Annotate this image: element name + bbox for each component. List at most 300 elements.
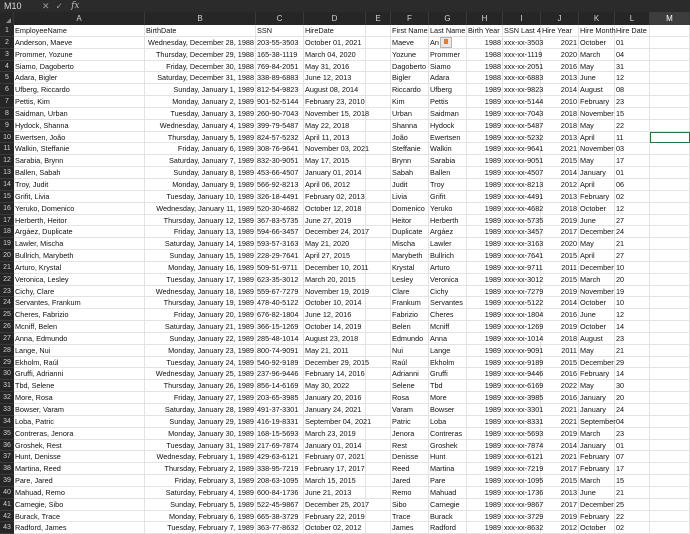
cell[interactable]: xxx-xx-5487: [504, 120, 544, 130]
cell[interactable]: 30: [615, 380, 650, 392]
column-header-b[interactable]: B: [145, 12, 256, 25]
row-header[interactable]: 1: [0, 25, 14, 37]
cell[interactable]: Denisse: [391, 451, 429, 463]
cell[interactable]: Mcniff, Belen: [14, 321, 145, 333]
paste-options-icon[interactable]: [440, 37, 452, 48]
cell[interactable]: Walkin, Steffanie: [14, 143, 145, 155]
cell[interactable]: Pare: [429, 475, 467, 487]
cell[interactable]: 02: [615, 522, 650, 534]
cell[interactable]: xxx-xx-7219: [504, 464, 544, 474]
cell[interactable]: Arturo: [429, 262, 467, 274]
cell[interactable]: [650, 511, 690, 523]
cell[interactable]: [366, 416, 391, 428]
cell[interactable]: [650, 120, 690, 132]
cell[interactable]: 1989: [467, 451, 503, 463]
cell[interactable]: 600-84-1736: [256, 487, 304, 499]
cell[interactable]: Friday, January 27, 1989: [145, 392, 256, 404]
column-header-c[interactable]: C: [256, 12, 304, 25]
cell[interactable]: 1989: [467, 203, 503, 215]
cell[interactable]: April 27, 2015: [304, 250, 366, 262]
cell[interactable]: Tbd, Selene: [14, 380, 145, 392]
cell[interactable]: xxx-xx-3301: [504, 405, 544, 414]
cell[interactable]: [650, 309, 690, 321]
cell[interactable]: 2019: [541, 511, 579, 523]
cell[interactable]: 07: [615, 451, 650, 463]
cell[interactable]: 1989: [467, 333, 503, 345]
row-header[interactable]: 41: [0, 499, 14, 511]
cell[interactable]: 1989: [467, 511, 503, 523]
cell[interactable]: Mischa: [391, 238, 429, 250]
cell[interactable]: 2014: [541, 84, 579, 96]
cell[interactable]: January: [579, 392, 615, 404]
cell[interactable]: Sunday, January 8, 1989: [145, 167, 256, 179]
cell[interactable]: Prommer: [429, 49, 467, 61]
column-header-d[interactable]: D: [304, 12, 366, 25]
cell[interactable]: 478-40-5122: [256, 297, 304, 309]
cell[interactable]: 566-92-8213: [256, 179, 304, 191]
cell[interactable]: Tuesday, January 17, 1989: [145, 274, 256, 286]
cell[interactable]: xxx-xx-5122: [504, 298, 544, 308]
cell[interactable]: November: [580, 108, 614, 118]
cell[interactable]: Rest: [391, 440, 429, 452]
cell[interactable]: [650, 37, 690, 49]
cell[interactable]: [366, 333, 391, 345]
cell[interactable]: Loba, Patric: [14, 416, 145, 428]
cell[interactable]: November 15, 2018: [305, 108, 370, 118]
cell[interactable]: 168-15-5693: [256, 428, 304, 440]
cell[interactable]: [650, 226, 690, 238]
cell[interactable]: xxx-xx-6121: [504, 452, 544, 462]
row-header[interactable]: 15: [0, 191, 14, 203]
cell[interactable]: 285-48-1014: [256, 333, 304, 345]
cell[interactable]: Lange: [429, 345, 467, 357]
cell[interactable]: Cheres, Fabrizio: [14, 309, 145, 321]
cell[interactable]: 165-38-1119: [256, 49, 304, 61]
cell[interactable]: [650, 215, 690, 227]
cell[interactable]: xxx-xx-2051: [504, 61, 544, 71]
cell[interactable]: 520-30-4682: [256, 203, 304, 215]
cell[interactable]: Friday, January 13, 1989: [145, 226, 256, 238]
cell[interactable]: December: [580, 227, 614, 237]
cell[interactable]: October 12, 2018: [304, 203, 366, 215]
cell[interactable]: [366, 392, 391, 404]
cell[interactable]: [650, 250, 690, 262]
cell[interactable]: Jared: [391, 475, 429, 487]
cell[interactable]: Gruffi: [429, 368, 467, 380]
row-header[interactable]: 8: [0, 108, 14, 120]
cell[interactable]: [650, 274, 690, 286]
row-header[interactable]: 28: [0, 345, 14, 357]
cell[interactable]: Lange, Nui: [14, 345, 145, 357]
cell[interactable]: February 14, 2016: [305, 369, 365, 379]
cell[interactable]: October: [579, 297, 615, 309]
cell[interactable]: [650, 463, 690, 475]
cell[interactable]: 1989: [467, 416, 503, 428]
cell[interactable]: December: [580, 499, 614, 509]
cell[interactable]: xxx-xx-3457: [504, 227, 544, 237]
column-header-l[interactable]: L: [615, 12, 650, 25]
cell[interactable]: 509-51-9711: [256, 262, 304, 274]
cell[interactable]: Servantes, Frankum: [14, 297, 145, 309]
cell[interactable]: Thursday, January 12, 1989: [145, 215, 256, 227]
cell[interactable]: 1989: [467, 167, 503, 179]
cell[interactable]: Clare: [391, 286, 429, 298]
cell[interactable]: Frankum: [391, 297, 429, 309]
cell[interactable]: [650, 416, 690, 428]
cell[interactable]: 1989: [467, 487, 503, 499]
cell[interactable]: June: [579, 487, 615, 499]
cell[interactable]: 1989: [467, 404, 503, 416]
cell[interactable]: 363-77-8632: [256, 522, 304, 534]
cell[interactable]: April 11, 2013: [304, 132, 366, 144]
cell[interactable]: Dagoberto: [391, 61, 429, 73]
cell[interactable]: 1989: [467, 84, 503, 96]
cell[interactable]: 14: [615, 321, 650, 333]
cell[interactable]: [366, 321, 391, 333]
cell[interactable]: 21: [615, 487, 650, 499]
cell[interactable]: [366, 428, 391, 440]
cell[interactable]: 12: [615, 203, 650, 215]
cell[interactable]: Thursday, December 29, 1988: [145, 49, 256, 61]
cell[interactable]: Veronica, Lesley: [14, 274, 145, 286]
cell[interactable]: Thursday, January 26, 1989: [145, 380, 256, 392]
cell[interactable]: 2013: [541, 132, 579, 144]
cell[interactable]: xxx-xx-9051: [504, 156, 544, 166]
cell[interactable]: August 08, 2014: [304, 84, 366, 96]
cell[interactable]: [366, 286, 391, 298]
cell[interactable]: 04: [615, 49, 650, 61]
cell[interactable]: Urban: [391, 108, 429, 120]
cell[interactable]: 2011: [541, 262, 579, 274]
cell[interactable]: Herberth: [429, 215, 467, 227]
cell[interactable]: Monday, February 6, 1989: [145, 511, 256, 523]
cell[interactable]: March: [579, 428, 615, 440]
cell[interactable]: Pettis, Kim: [14, 96, 145, 108]
cell[interactable]: April 06, 2012: [304, 179, 366, 191]
cell[interactable]: 2019: [541, 215, 579, 227]
cell[interactable]: 2013: [541, 191, 579, 203]
header-cell[interactable]: Hire Date: [615, 25, 650, 37]
cell[interactable]: 2016: [541, 61, 579, 73]
cell[interactable]: April: [579, 179, 615, 191]
cell[interactable]: Judit: [391, 179, 429, 191]
cell[interactable]: [650, 262, 690, 274]
cell[interactable]: 1989: [467, 428, 503, 440]
cell[interactable]: 19: [615, 286, 650, 298]
cell[interactable]: [366, 345, 391, 357]
cell[interactable]: Carnegie, Sibo: [14, 499, 145, 511]
cell[interactable]: [650, 167, 690, 179]
cell[interactable]: xxx-xx-9867: [504, 499, 544, 509]
column-header-k[interactable]: K: [579, 12, 615, 25]
cell[interactable]: Sunday, January 15, 1989: [145, 250, 256, 262]
cell[interactable]: [650, 440, 690, 452]
cell[interactable]: João: [391, 132, 429, 144]
cell[interactable]: October: [579, 522, 615, 534]
row-header[interactable]: 13: [0, 167, 14, 179]
cell[interactable]: xxx-xx-3012: [504, 274, 544, 284]
cell[interactable]: October 10, 2014: [304, 297, 366, 309]
cell[interactable]: May 30, 2022: [304, 380, 366, 392]
row-header[interactable]: 35: [0, 428, 14, 440]
cell[interactable]: [366, 368, 391, 380]
cell[interactable]: [366, 179, 391, 191]
cell[interactable]: 491-37-3301: [256, 404, 304, 416]
cell[interactable]: January 01, 2014: [304, 167, 366, 179]
cell[interactable]: Tuesday, January 10, 1989: [145, 191, 256, 203]
cell[interactable]: 824-57-5232: [256, 132, 304, 144]
cell[interactable]: Trace: [391, 511, 429, 523]
cell[interactable]: March: [579, 49, 615, 61]
cell[interactable]: [650, 345, 690, 357]
cell[interactable]: Tbd: [429, 380, 467, 392]
fx-icon[interactable]: fx: [71, 1, 80, 11]
cell[interactable]: 27: [615, 215, 650, 227]
cell[interactable]: [366, 487, 391, 499]
cell[interactable]: 15: [615, 108, 650, 120]
row-header[interactable]: 22: [0, 274, 14, 286]
cell[interactable]: June 12, 2013: [304, 72, 366, 84]
cell[interactable]: 2012: [541, 179, 579, 191]
cell[interactable]: [366, 250, 391, 262]
cell[interactable]: 02: [615, 191, 650, 203]
cell[interactable]: 1989: [467, 226, 503, 238]
cell[interactable]: Cichy: [429, 286, 467, 298]
header-cell[interactable]: SSN: [256, 25, 304, 37]
cell[interactable]: Raúl: [391, 357, 429, 369]
cell[interactable]: [366, 155, 391, 167]
header-cell[interactable]: Last Name: [430, 26, 466, 35]
cell[interactable]: xxx-xx-7641: [504, 251, 544, 261]
cell[interactable]: Ewertsen, João: [14, 132, 145, 144]
row-header[interactable]: 6: [0, 84, 14, 96]
cell[interactable]: Krystal: [391, 262, 429, 274]
cell[interactable]: January 20, 2016: [304, 392, 366, 404]
cell[interactable]: Sunday, January 1, 1989: [145, 84, 256, 96]
cell[interactable]: Radford: [429, 522, 467, 534]
cell[interactable]: 1989: [467, 274, 503, 286]
cell[interactable]: Tuesday, January 3, 1989: [145, 108, 256, 120]
cell[interactable]: October: [579, 321, 615, 333]
cell[interactable]: February: [579, 191, 615, 203]
cell[interactable]: Contreras: [429, 428, 467, 440]
cell[interactable]: [366, 475, 391, 487]
cell[interactable]: 2014: [541, 297, 579, 309]
cell[interactable]: 2018: [541, 333, 579, 345]
cell[interactable]: 14: [615, 368, 650, 380]
cell[interactable]: Yeruko: [429, 203, 467, 215]
cell[interactable]: August: [579, 84, 615, 96]
header-cell[interactable]: EmployeeName: [14, 25, 145, 37]
cell[interactable]: Hydock: [429, 120, 467, 132]
cell[interactable]: Monday, January 2, 1989: [145, 96, 256, 108]
cell[interactable]: Groshek: [429, 440, 467, 452]
cell[interactable]: xxx-xx-7874: [504, 440, 544, 450]
cell[interactable]: [650, 404, 690, 416]
cell[interactable]: xxx-xx-9823: [504, 85, 544, 95]
header-cell[interactable]: First Name: [392, 26, 428, 35]
cell[interactable]: 208-63-1095: [256, 475, 304, 487]
cell[interactable]: 2021: [541, 37, 579, 49]
cell[interactable]: James: [391, 522, 429, 534]
row-header[interactable]: 43: [0, 522, 14, 534]
cell[interactable]: Monday, January 30, 1989: [145, 428, 256, 440]
cell[interactable]: May: [579, 61, 615, 73]
cell[interactable]: Anderson, Maeve: [14, 37, 145, 49]
cell[interactable]: xxx-xx-7043: [504, 108, 544, 118]
cell[interactable]: [366, 49, 391, 61]
cell[interactable]: 769-84-2051: [256, 61, 304, 73]
cell[interactable]: 1989: [467, 463, 503, 475]
cell[interactable]: [650, 191, 690, 203]
row-header[interactable]: 25: [0, 309, 14, 321]
cell[interactable]: 399-79-5487: [256, 120, 304, 132]
cell[interactable]: 2011: [541, 345, 579, 357]
cell[interactable]: 03: [615, 143, 650, 155]
cell[interactable]: Burack: [429, 511, 467, 523]
cell[interactable]: Ufberg: [429, 84, 467, 96]
cell[interactable]: Sibo: [391, 499, 429, 511]
cell[interactable]: December 25, 2017: [305, 499, 370, 509]
cell[interactable]: 04: [615, 416, 650, 428]
cell[interactable]: Adara: [429, 72, 467, 84]
cell[interactable]: 1989: [467, 238, 503, 250]
cell[interactable]: August: [579, 333, 615, 345]
cell[interactable]: [650, 451, 690, 463]
cell[interactable]: Saturday, January 14, 1989: [145, 238, 256, 250]
cell[interactable]: 2017: [541, 226, 579, 238]
cell[interactable]: May: [579, 345, 615, 357]
cell[interactable]: [650, 84, 690, 96]
cell[interactable]: January: [579, 440, 615, 452]
cell[interactable]: Lawler: [429, 238, 467, 250]
cell[interactable]: Sunday, January 29, 1989: [145, 416, 256, 428]
cell[interactable]: Patric: [391, 416, 429, 428]
cell[interactable]: 2021: [541, 143, 579, 155]
cell[interactable]: Remo: [391, 487, 429, 499]
cell[interactable]: Troy: [429, 179, 467, 191]
cell[interactable]: 1989: [467, 368, 503, 380]
cell[interactable]: xxx-xx-9446: [504, 369, 544, 379]
cell[interactable]: 24: [615, 226, 650, 238]
cell[interactable]: Mahuad, Remo: [14, 487, 145, 499]
cell[interactable]: 1989: [467, 262, 503, 274]
cell[interactable]: Ewertsen: [429, 132, 467, 144]
cell[interactable]: 237-96-9446: [256, 368, 304, 380]
cell[interactable]: Troy, Judit: [14, 179, 145, 191]
cell[interactable]: Yeruko, Domenico: [14, 203, 145, 215]
cell[interactable]: February: [579, 451, 615, 463]
cell[interactable]: 11: [615, 132, 650, 144]
cell[interactable]: January 24, 2021: [304, 404, 366, 416]
cell[interactable]: 2020: [541, 49, 579, 61]
cell[interactable]: 1989: [467, 309, 503, 321]
cell[interactable]: Sabah: [391, 167, 429, 179]
cell[interactable]: January: [579, 404, 615, 416]
cell[interactable]: [366, 132, 391, 144]
cell[interactable]: 260-90-7043: [256, 108, 304, 120]
cell[interactable]: 2021: [541, 416, 579, 428]
cell[interactable]: 01: [615, 440, 650, 452]
row-header[interactable]: 14: [0, 179, 14, 191]
cell[interactable]: March 23, 2019: [304, 428, 366, 440]
cell[interactable]: September: [580, 416, 616, 426]
cell[interactable]: October: [579, 37, 615, 49]
row-header[interactable]: 3: [0, 49, 14, 61]
cell[interactable]: 832-30-9051: [256, 155, 304, 167]
cell[interactable]: Pettis: [429, 96, 467, 108]
column-header-i[interactable]: I: [503, 12, 541, 25]
cell[interactable]: Adrianni: [391, 368, 429, 380]
cell[interactable]: 21: [615, 345, 650, 357]
cell[interactable]: Monday, January 16, 1989: [145, 262, 256, 274]
cell[interactable]: 1989: [467, 286, 503, 298]
cell[interactable]: 559-67-7279: [256, 286, 304, 298]
row-header[interactable]: 33: [0, 404, 14, 416]
cell[interactable]: Friday, January 20, 1989: [145, 309, 256, 321]
cell[interactable]: October 14, 2019: [304, 321, 366, 333]
header-cell[interactable]: Hire Year: [541, 25, 579, 37]
cell[interactable]: 22: [615, 120, 650, 132]
cell[interactable]: 12: [615, 72, 650, 84]
cell[interactable]: [366, 143, 391, 155]
cell[interactable]: April: [579, 250, 615, 262]
cell[interactable]: [366, 108, 391, 120]
cell[interactable]: 1989: [467, 250, 503, 262]
cell[interactable]: 24: [615, 404, 650, 416]
cell[interactable]: Argáez: [429, 226, 467, 238]
cell[interactable]: March: [579, 274, 615, 286]
cell[interactable]: xxx-xx-5144: [504, 97, 544, 107]
header-cell[interactable]: [366, 25, 391, 37]
header-cell[interactable]: Birth Year: [467, 25, 503, 37]
cell[interactable]: Maeve: [391, 37, 429, 49]
header-cell[interactable]: HireDate: [304, 25, 366, 37]
cell[interactable]: Varam: [391, 404, 429, 416]
cell[interactable]: May: [579, 380, 615, 392]
cell[interactable]: Mcniff: [429, 321, 467, 333]
cell[interactable]: 27: [615, 250, 650, 262]
cell[interactable]: 20: [615, 392, 650, 404]
cell[interactable]: 2015: [541, 357, 579, 369]
cell[interactable]: Reed: [391, 463, 429, 475]
cell[interactable]: [366, 274, 391, 286]
cell[interactable]: 1989: [467, 345, 503, 357]
cell[interactable]: [366, 120, 391, 132]
cell[interactable]: xxx-xx-9091: [504, 345, 544, 355]
cell[interactable]: [650, 522, 690, 534]
cell[interactable]: 01: [615, 37, 650, 49]
cell[interactable]: [650, 333, 690, 345]
cell[interactable]: Bullrich: [429, 250, 467, 262]
cell[interactable]: November 03, 2021: [305, 144, 370, 154]
cell[interactable]: Carnegie: [429, 499, 467, 511]
cell[interactable]: 25: [615, 499, 650, 511]
cell[interactable]: 1989: [467, 380, 503, 392]
cell[interactable]: February 22, 2019: [305, 511, 365, 521]
cell[interactable]: xxx-xx-8632: [504, 523, 544, 533]
cell[interactable]: 453-66-4507: [256, 167, 304, 179]
cell[interactable]: 416-19-8331: [256, 416, 304, 428]
cell[interactable]: Saturday, February 4, 1989: [145, 487, 256, 499]
cell[interactable]: June 12, 2016: [304, 309, 366, 321]
cell[interactable]: [650, 357, 690, 369]
header-cell[interactable]: BirthDate: [145, 25, 256, 37]
cell[interactable]: Bowser: [429, 404, 467, 416]
cell[interactable]: Grifit: [429, 191, 467, 203]
cell[interactable]: Saturday, January 21, 1989: [145, 321, 256, 333]
cell[interactable]: Walkin: [429, 143, 467, 155]
